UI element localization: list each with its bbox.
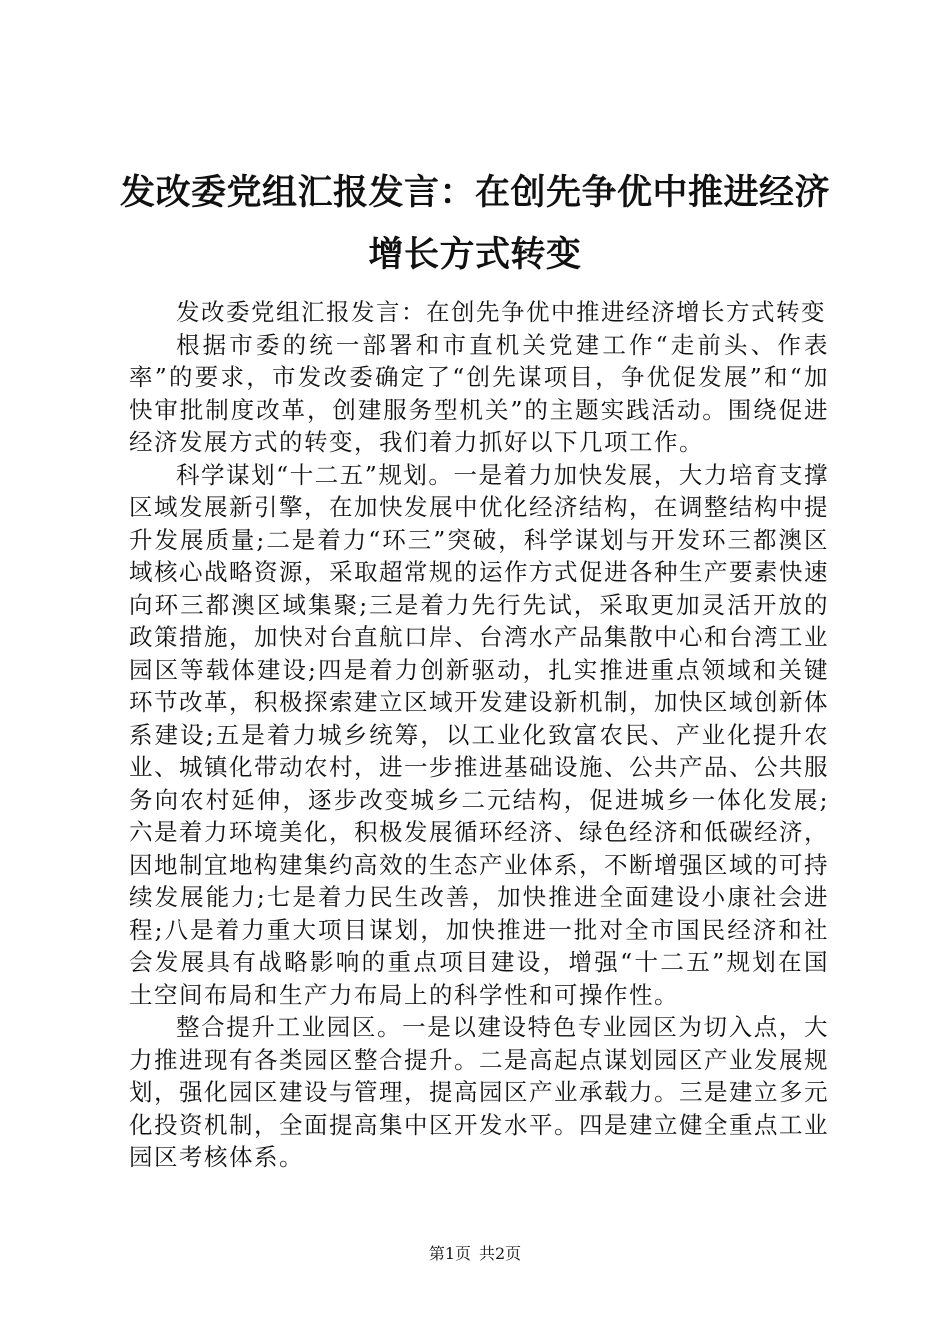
document-body <box>129 296 829 1174</box>
page-number: 第1页 <box>428 1244 471 1263</box>
paragraph-industrial-parks: 整合提升工业园区。一是以建设特色专业园区为切入点，大力推进现有各类园区整合提升。二是高起点谋划园区产业发展规划，强化园区建设与管理，提高园区产业承载力。三是建立多元化投资机制，全面提高集中区开发水平。四是建立健全重点工业园区考核体系。 <box>129 1013 829 1171</box>
paragraph-subtitle: 发改委党组汇报发言：在创先争优中推进经济增长方式转变 <box>176 298 826 326</box>
paragraph-intro: 根据市委的统一部署和市直机关党建工作“走前头、作表率”的要求，市发改委确定了“创先谋项目，争优促发展”和“加快审批制度改革，创建服务型机关”的主题实践活动。围绕促进经济发展方式的转变，我们着力抓好以下几项工作。 <box>129 330 829 456</box>
page-footer <box>0 1244 950 1264</box>
page-total: 共2页 <box>479 1244 522 1263</box>
paragraph-planning: 科学谋划“十二五”规划。一是着力加快发展，大力培育支撑区域发展新引擎，在加快发展中优化经济结构，在调整结构中提升发展质量;二是着力“环三”突破，科学谋划与开发环三都澳区域核心战略资源，采取超常规的运作方式促进各种生产要素快速向环三都澳区域集聚;三是着力先行先试，采取更加灵活开放的政策措施，加快对台直航口岸、台湾水产品集散中心和台湾工业园区等载体建设;四是着力创新驱动，扎实推进重点领域和关键环节改革，积极探索建立区域开发建设新机制，加快区域创新体系建设;五是着力城乡统筹，以工业化致富农民、产业化提升农业、城镇化带动农村，进一步推进基础设施、公共产品、公共服务向农村延伸，逐步改变城乡二元结构，促进城乡一体化发展;六是着力环境美化，积极发展循环经济、绿色经济和低碳经济，因地制宜地构建集约高效的生态产业体系，不断增强区域的可持续发展能力;七是着力民生改善，加快推进全面建设小康社会进程;八是着力重大项目谋划，加快推进一批对全市国民经济和社会发展具有战略影响的重点项目建设，增强“十二五”规划在国土空间布局和生产力布局上的科学性和可操作性。 <box>129 460 829 1009</box>
document-title: 发改委党组汇报发言：在创先争优中推进经济增长方式转变 <box>119 172 830 275</box>
